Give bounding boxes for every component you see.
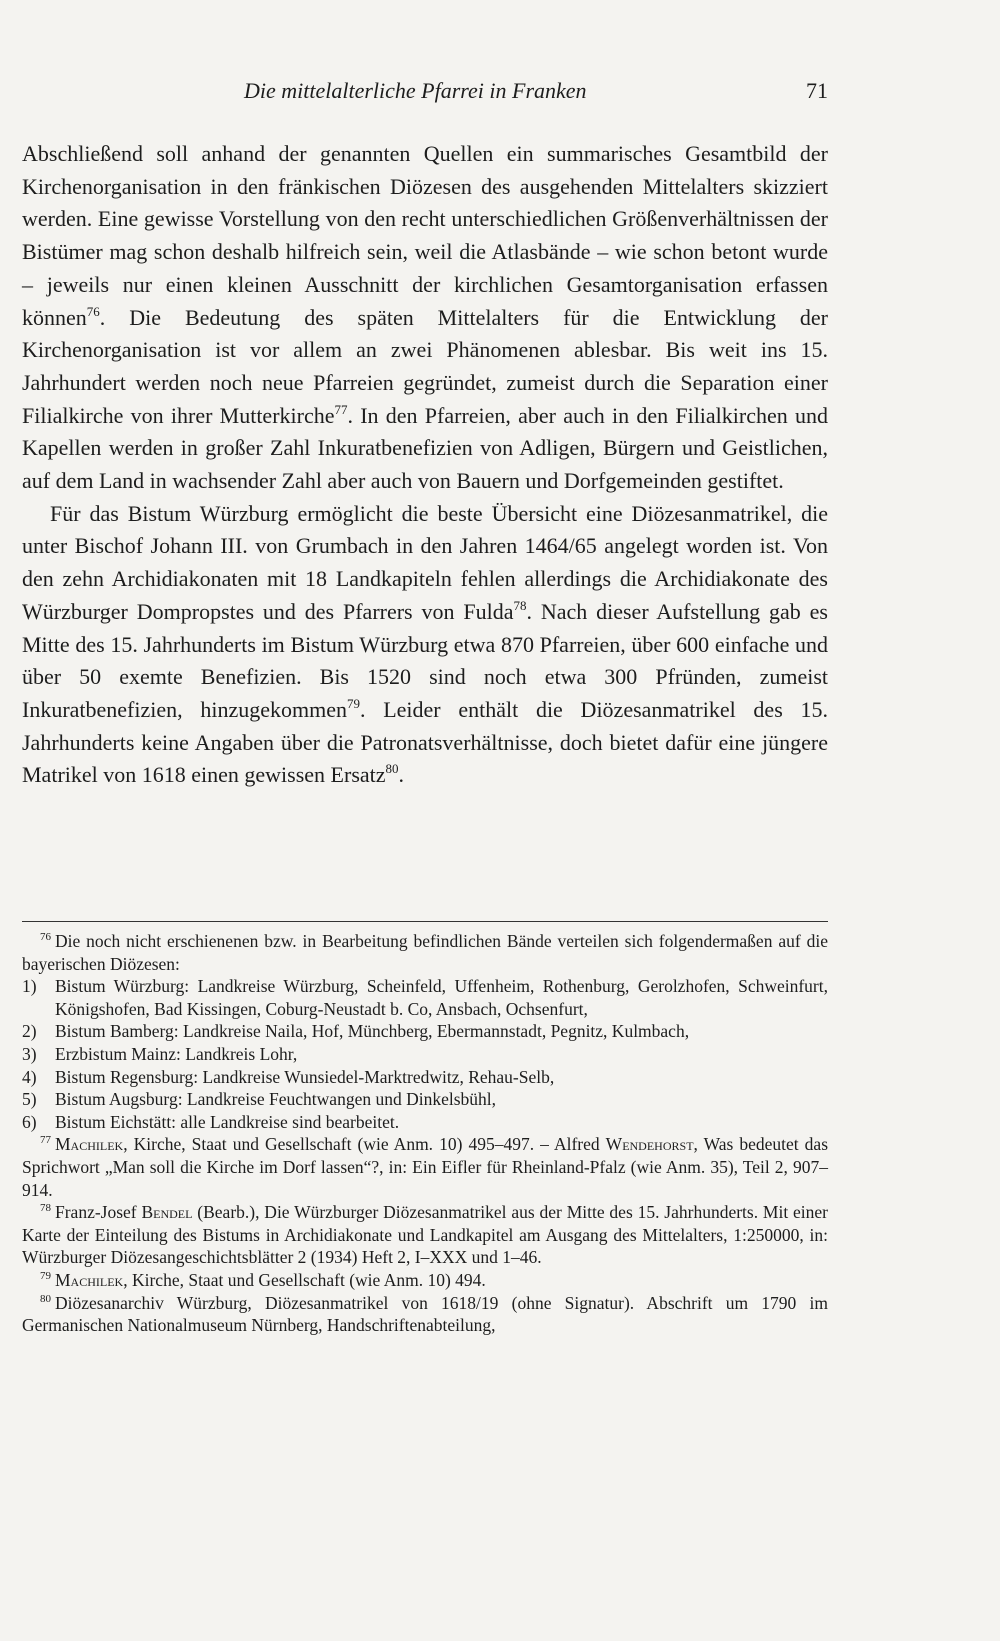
- list-text: Bistum Eichstätt: alle Landkreise sind bearbeitet.: [55, 1111, 400, 1132]
- body-text: [22, 138, 828, 792]
- footnote-ref-80: 80: [385, 761, 399, 777]
- paragraph-text: Für das Bistum Würzburg ermöglicht die beste Übersicht eine Diözesanmatrikel, die unter Bischof Johann III. von Grumbach in den Jahren 1464/65 angelegt worden ist. Von den zehn Archidiakonaten mit 18 Landkapiteln fehlen allerdings die Archidiakonate des Würzburger Dompropstes und des Pfarrers von Fulda: [22, 500, 828, 624]
- footnote-divider: [22, 921, 828, 922]
- list-text: Erzbistum Mainz: Landkreis Lohr,: [55, 1043, 298, 1064]
- footnote-78: [22, 1201, 828, 1269]
- footnote-number: 80: [40, 1292, 51, 1305]
- list-number: 6): [22, 1111, 37, 1132]
- paragraph-text: . In den Pfarreien, aber auch in den Filialkirchen und Kapellen werden in großer Zahl Inkuratbenefizien von Adligen, Bürgern und Geistlichen, auf dem Land in wachsender Zahl aber auch von Bauern und Dorfgemeinden gestiftet.: [22, 402, 828, 494]
- footnote-text: Die noch nicht erschienenen bzw. in Bearbeitung befindlichen Bände verteilen sich folgendermaßen auf die bayerischen Diözesen:: [22, 931, 828, 974]
- footnote-77: [22, 1133, 828, 1201]
- diocese-list: [22, 975, 828, 1133]
- footnote-ref-77: 77: [334, 401, 348, 417]
- footnote-text: , Kirche, Staat und Gesellschaft (wie Anm. 10) 494.: [123, 1269, 486, 1290]
- footnotes: [22, 930, 828, 1337]
- author-name: Machilek: [55, 1134, 124, 1155]
- footnote-ref-76: 76: [86, 303, 100, 319]
- list-number: 2): [22, 1021, 37, 1042]
- list-text: Bistum Bamberg: Landkreise Naila, Hof, Münchberg, Ebermannstadt, Pegnitz, Kulmbach,: [55, 1021, 690, 1042]
- author-name: Machilek: [55, 1269, 124, 1290]
- author-name: Bendel: [141, 1202, 193, 1223]
- footnote-number: 76: [40, 931, 51, 943]
- paragraph-text: . Leider enthält die Diözesanmatrikel des 15. Jahrhunderts keine Angaben über die Patronatsverhältnisse, doch bietet dafür eine jüngere Matrikel von 1618 einen gewissen Ersatz: [22, 696, 828, 788]
- footnote-number: 77: [40, 1134, 51, 1147]
- footnote-text: Franz-Josef: [55, 1202, 142, 1223]
- running-title: Die mittelalterliche Pfarrei in Franken: [244, 78, 587, 103]
- author-name: Wendehorst: [605, 1134, 694, 1155]
- footnote-text: (Bearb.), Die Würzburger Diözesanmatrikel aus der Mitte des 15. Jahrhunderts. Mit einer Karte der Einteilung des Bistums in Archidiakonate und Landkapitel am Ausgang des Mittelalters, 1:250000, in: Würzburger Diözesangeschichtsblätter 2 (1934) Heft 2, I–XXX und 1–46.: [22, 1202, 828, 1268]
- list-text: Bistum Würzburg: Landkreise Würzburg, Scheinfeld, Uffenheim, Rothenburg, Gerolzhofen, Schweinfurt, Königshofen, Bad Kissingen, Coburg-Neustadt b. Co, Ansbach, Ochsenfurt,: [55, 976, 828, 1019]
- footnote-80: [22, 1292, 828, 1337]
- paragraph-text: . Die Bedeutung des späten Mittelalters für die Entwicklung der Kirchenorganisation ist vor allem an zwei Phänomenen ablesbar. Bis weit ins 15. Jahrhundert werden noch neue Pfarreien gegründet, zumeist durch die Separation einer Filialkirche von ihrer Mutterkirche: [22, 304, 828, 428]
- list-item: [22, 1088, 828, 1111]
- paragraph-text: Abschließend soll anhand der genannten Quellen ein summarisches Gesamtbild der Kirchenorganisation in den fränkischen Diözesen des ausgehenden Mittelalters skizziert werden. Eine gewisse Vorstellung von den recht unterschiedlichen Größenverhältnissen der Bistümer mag schon deshalb hilfreich sein, weil die Atlasbände – wie schon betont wurde – jeweils nur einen kleinen Ausschnitt der kirchlichen Gesamtorganisation erfassen können: [22, 141, 828, 330]
- list-number: 3): [22, 1043, 37, 1064]
- running-head: [22, 78, 828, 110]
- list-item: [22, 1020, 828, 1043]
- list-number: 4): [22, 1066, 37, 1087]
- paragraph-text: . Nach dieser Aufstellung gab es Mitte des 15. Jahrhunderts im Bistum Würzburg etwa 870 Pfarreien, über 600 einfache und über 50 exemte Benefizien. Bis 1520 sind noch etwa 300 Pfründen, zumeist Inkuratbenefizien, hinzugekommen: [22, 598, 828, 722]
- list-item: [22, 1066, 828, 1089]
- footnote-76-intro: [22, 930, 828, 975]
- list-number: 1): [22, 976, 37, 997]
- footnote-ref-78: 78: [513, 597, 527, 613]
- footnote-number: 79: [40, 1269, 51, 1282]
- footnote-79: [22, 1269, 828, 1292]
- paragraph-2: [22, 498, 828, 792]
- list-text: Bistum Regensburg: Landkreise Wunsiedel-Marktredwitz, Rehau-Selb,: [55, 1066, 555, 1087]
- footnote-ref-79: 79: [347, 695, 360, 711]
- footnote-text: , Kirche, Staat und Gesellschaft (wie Anm. 10) 495–497. – Alfred: [123, 1134, 606, 1155]
- list-item: [22, 1111, 828, 1134]
- list-item: [22, 1043, 828, 1066]
- list-text: Bistum Augsburg: Landkreise Feuchtwangen und Dinkelsbühl,: [55, 1089, 497, 1110]
- list-number: 5): [22, 1089, 37, 1110]
- list-item: [22, 975, 828, 1020]
- page-number: 71: [806, 78, 828, 103]
- paragraph-text: .: [398, 762, 405, 788]
- footnote-text: Diözesanarchiv Würzburg, Diözesanmatrikel von 1618/19 (ohne Signatur). Abschrift um 1790 im Germanischen Nationalmuseum Nürnberg, Handschriftenabteilung,: [22, 1292, 828, 1336]
- footnote-76: [22, 930, 828, 1133]
- paragraph-1: [22, 138, 828, 498]
- footnote-number: 78: [40, 1202, 51, 1215]
- footnote-text: , Was bedeutet das Sprichwort „Man soll die Kirche im Dorf lassen“?, in: Ein Eifler für Rheinland-Pfalz (wie Anm. 35), Teil 2, 907–914.: [22, 1134, 829, 1200]
